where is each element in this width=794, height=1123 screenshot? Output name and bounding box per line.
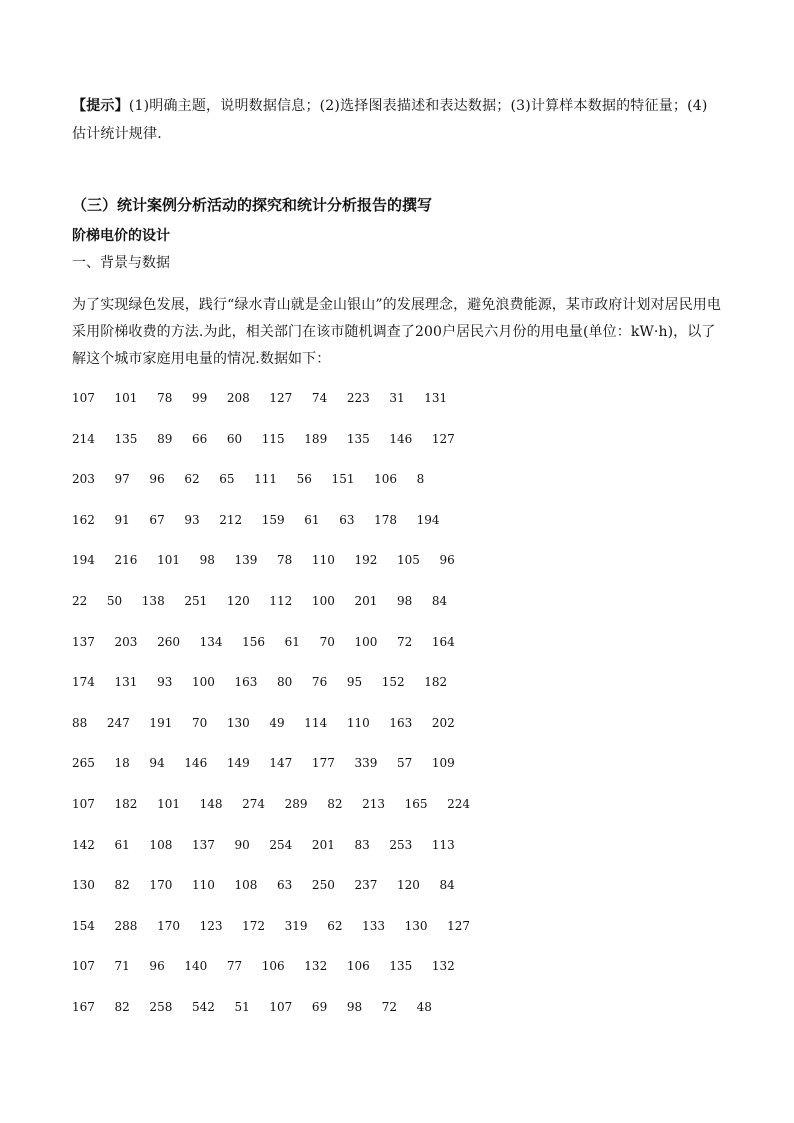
data-table — [72, 388, 712, 1038]
section-title: （三）统计案例分析活动的探究和统计分析报告的撰写 — [72, 196, 433, 214]
topic-subtitle: 阶梯电价的设计 — [72, 228, 170, 244]
hint-text: (1)明确主题，说明数据信息；(2)选择图表描述和表达数据；(3)计算样本数据的特征量；(4)估计统计规律. — [72, 98, 708, 142]
data-row: 214 135 89 66 60 115 189 135 146 127 — [72, 431, 455, 446]
data-row: 130 82 170 110 108 63 250 237 120 84 — [72, 878, 455, 893]
data-row: 142 61 108 137 90 254 201 83 253 113 — [72, 837, 455, 852]
background-paragraph: 为了实现绿色发展，践行“绿水青山就是金山银山”的发展理念，避免浪费能源，某市政府计划对居民用电采用阶梯收费的方法.为此，相关部门在该市随机调查了200户居民六月份的用电量(单位：kW·h)，以了解这个城市家庭用电量的情况.数据如下： — [72, 297, 722, 367]
data-row: 174 131 93 100 163 80 76 95 152 182 — [72, 675, 448, 690]
data-row: 107 101 78 99 208 127 74 223 31 131 — [72, 391, 448, 405]
hint-paragraph — [72, 92, 720, 148]
data-row: 88 247 191 70 130 49 114 110 163 202 — [72, 715, 455, 730]
data-row: 22 50 138 251 120 112 100 201 98 84 — [72, 593, 448, 608]
data-row: 107 71 96 140 77 106 132 106 135 132 — [72, 959, 455, 974]
data-row: 203 97 96 62 65 111 56 151 106 8 — [72, 472, 425, 487]
data-row: 137 203 260 134 156 61 70 100 72 164 — [72, 634, 455, 649]
data-row: 167 82 258 542 51 107 69 98 72 48 — [72, 999, 432, 1014]
data-row: 194 216 101 98 139 78 110 192 105 96 — [72, 553, 455, 568]
data-row: 107 182 101 148 274 289 82 213 165 224 — [72, 796, 471, 811]
data-row: 154 288 170 123 172 319 62 133 130 127 — [72, 918, 471, 933]
hint-label: 【提示】 — [72, 98, 129, 114]
background-heading: 一、背景与数据 — [72, 255, 170, 271]
data-row: 162 91 67 93 212 159 61 63 178 194 — [72, 512, 440, 527]
data-row: 265 18 94 146 149 147 177 339 57 109 — [72, 756, 455, 771]
